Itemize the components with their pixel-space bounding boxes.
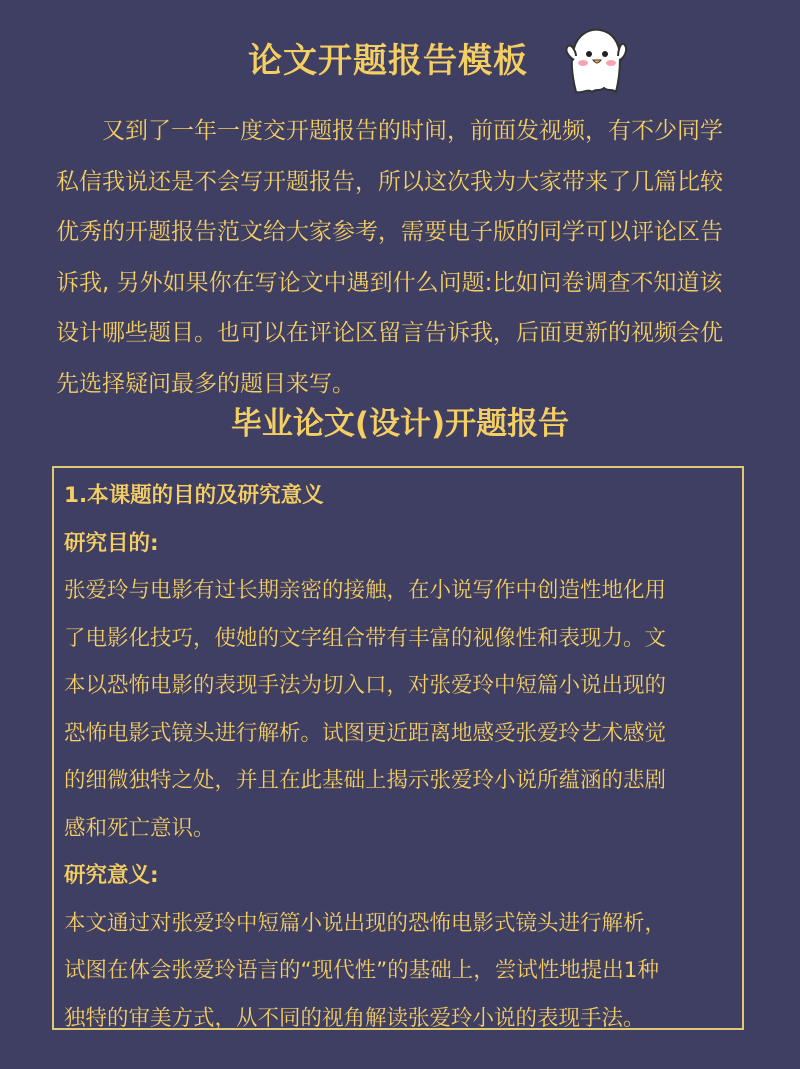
title-row [0, 34, 800, 94]
significance-line: 试图在体会张爱玲语言的“现代性”的基础上，尝试性地提出1种 [64, 958, 659, 983]
purpose-line: 恐怖电影式镜头进行解析。试图更近距离地感受张爱玲艺术感觉 [64, 720, 667, 746]
report-content [64, 472, 736, 1042]
significance-label: 研究意义: [64, 863, 159, 888]
intro-line: 又到了一年一度交开题报告的时间，前面发视频，有不少同学 [102, 118, 723, 144]
section-title: 毕业论文(设计)开题报告 [230, 406, 570, 442]
purpose-line: 感和死亡意识。 [64, 815, 215, 841]
ghost-mascot-icon [562, 26, 628, 96]
purpose-line: 本以恐怖电影的表现手法为切入口，对张爱玲中短篇小说出现的 [64, 673, 667, 698]
report-content-box [52, 466, 744, 1030]
purpose-line: 张爱玲与电影有过长期亲密的接触，在小说写作中创造性地化用 [64, 578, 667, 603]
report-heading: 1.本课题的目的及研究意义 [64, 483, 324, 508]
purpose-label: 研究目的: [64, 530, 159, 556]
intro-line: 优秀的开题报告范文给大家参考，需要电子版的同学可以评论区告 [56, 219, 723, 246]
intro-line: 设计哪些题目。也可以在评论区留言告诉我，后面更新的视频会优 [56, 320, 723, 347]
intro-paragraph [56, 106, 756, 410]
intro-line: 私信我说还是不会写开题报告，所以这次我为大家带来了几篇比较 [56, 168, 723, 195]
purpose-line: 的细微独特之处，并且在此基础上揭示张爱玲小说所蕴涵的悲剧 [64, 768, 667, 793]
intro-line: 先选择疑问最多的题目来写。 [56, 370, 355, 397]
purpose-line: 了电影化技巧，使她的文字组合带有丰富的视像性和表现力。文 [64, 625, 667, 651]
significance-line: 独特的审美方式，从不同的视角解读张爱玲小说的表现手法。 [64, 1005, 645, 1031]
intro-line: 诉我, 另外如果你在写论文中遇到什么问题:比如问卷调查不知道该 [56, 269, 723, 296]
significance-line: 本文通过对张爱玲中短篇小说出现的恐怖电影式镜头进行解析， [64, 910, 667, 936]
page-title: 论文开题报告模板 [248, 41, 528, 81]
intro-text [56, 106, 756, 410]
